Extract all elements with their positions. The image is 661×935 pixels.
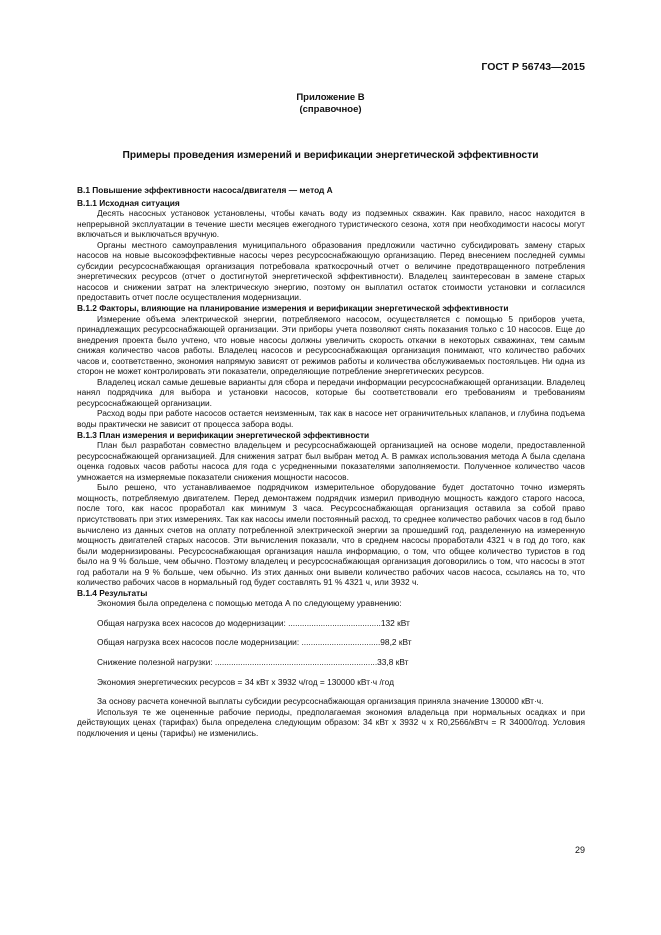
subsection-heading-b11: В.1.1 Исходная ситуация [77, 197, 180, 208]
equation-line: Снижение полезной нагрузки: ......................................................................33,8 кВт [97, 656, 409, 667]
paragraph: Органы местного самоуправления муниципального образования предложили частично субсидировать замену старых насосов на новые высокоэффективные насосы через ресурсоснабжающую организацию. Перед внесением последней суммы субсидии ресурсоснабжающая организация потребовала краткосрочный отчет о величине предотвращенного потребления энергетических ресурсов (отчет о достигнутой энергетической эффективности). Владелец заинтересован в замене старых насосов и снижении затрат на электрическую энергию, поэтому он выплатил остаток стоимости установки и согласился предоставить отчет после осуществления модернизации. [77, 239, 585, 303]
paragraph: Было решено, что устанавливаемое подрядчиком измерительное оборудование будет достаточно точно измерять мощность, потребляемую двигателем. Перед демонтажем подрядчик измерил приводную мощность каждого старого насоса, после того, как насос проработал как минимум 3 часа. Ресурсоснабжающая организация оставила за собой право присутствовать при этих измерениях. Так как насосы имели постоянный расход, то среднее количество рабочих часов в год было вычислено из данных счетов на оплату потребленной электрической энергии за прошедший год, разделенную на измеренную мощность двигателей старых насосов. Эти вычисления показали, что в среднем насосы проработали 4321 ч в год до того, как были модернизированы. Ресурсоснабжающая организация нашла информацию, о том, что общее количество туристов в год было на 9 % больше, чем обычно. Поэтому владелец и ресурсоснабжающая организация договорились о том, что насосы в этот год работали на 9 % больше, чем обычно. Из этих данных они вывели количество рабочих часов насоса, ссылаясь на то, что количество рабочих часов в нормальный год будет составлять 91 % 4321 ч, или 3932 ч. [77, 482, 585, 588]
paragraph: Экономия была определена с помощью метода А по следующему уравнению: [97, 598, 402, 609]
annex-title: Приложение В [296, 92, 365, 103]
section-heading-b1: В.1 Повышение эффективности насоса/двигателя — метод А [77, 185, 333, 195]
annex-subtitle: (справочное) [299, 104, 362, 115]
page-number: 29 [574, 845, 585, 855]
subsection-heading-b14: В.1.4 Результаты [77, 587, 148, 598]
equation-line: Общая нагрузка всех насосов до модернизации: ........................................132 кВт [97, 617, 410, 628]
standard-number: ГОСТ Р 56743—2015 [481, 61, 585, 73]
body-text [77, 185, 585, 738]
paragraph: Расход воды при работе насосов остается неизменным, так как в насосе нет ограничительных клапанов, и глубина подъема воды практически не зависит от процесса забора воды. [77, 408, 585, 430]
paragraph: Владелец искал самые дешевые варианты для сбора и передачи информации ресурсоснабжающей организации. Владелец нанял подрядчика для выбора и установки насосов, которые бы соответствовали его требованиям и требованиям ресурсоснабжающей организации. [77, 376, 585, 408]
main-title: Примеры проведения измерений и верификации энергетической эффективности [122, 150, 539, 161]
equation-line: Общая нагрузка всех насосов после модернизации: ..................................98,2 кВт [97, 637, 412, 648]
paragraph: План был разработан совместно владельцем и ресурсоснабжающей организацией на основе модели, предоставленной ресурсоснабжающей организацией. Для снижения затрат был выбран метод А. В рамках использования метода А была сделана оценка годовых часов работы насоса для года с усредненными показателями заполняемости. Полученное количество часов умножается на измеряемые показатели снижения мощности насосов. [77, 440, 585, 482]
subsection-heading-b12: В.1.2 Факторы, влияющие на планирование измерения и верификации энергетической эффективности [77, 303, 509, 314]
paragraph: Десять насосных установок установлены, чтобы качать воду из подземных скважин. Как правило, насос находится в непрерывной эксплуатации в течение шести месяцев ежегодного туристического сезона, хотя при необходимости насосы могут включаться и выключаться вручную. [77, 208, 585, 240]
paragraph: За основу расчета конечной выплаты субсидии ресурсоснабжающая организация приняла значение 130000 кВт·ч. [97, 696, 544, 707]
equation-line: Экономия энергетических ресурсов = 34 кВт x 3932 ч/год = 130000 кВт·ч /год [97, 676, 394, 687]
paragraph: Используя те же оцененные рабочие периоды, предполагаемая экономия владельца при нормальных осадках и при действующих ценах (тарифах) была определена следующим образом: 34 кВт x 3932 ч x R0,2566/кВтч = R 34000/год. Условия подключения и цены (тарифы) не изменились. [77, 706, 585, 738]
subsection-heading-b13: В.1.3 План измерения и верификации энергетической эффективности [77, 429, 370, 440]
paragraph: Измерение объема электрической энергии, потребляемого насосом, осуществляется с помощью 5 приборов учета, принадлежащих ресурсоснабжающей организации. Эти приборы учета позволяют снять показания только с 10 насосов. Еще до внедрения проекта было учтено, что новые насосы должны увеличить скорость откачки в некоторых скважинах, тем самым снижая количество часов работы. Владелец насосов и ресурсоснабжающая организация понимают, что количество рабочих часов и, соответственно, экономия напрямую зависят от режимов работы и количества обслуживаемых постояльцев. Ни одна из сторон не может контролировать эти показатели, определяющие потребление энергетических ресурсов. [77, 313, 585, 377]
